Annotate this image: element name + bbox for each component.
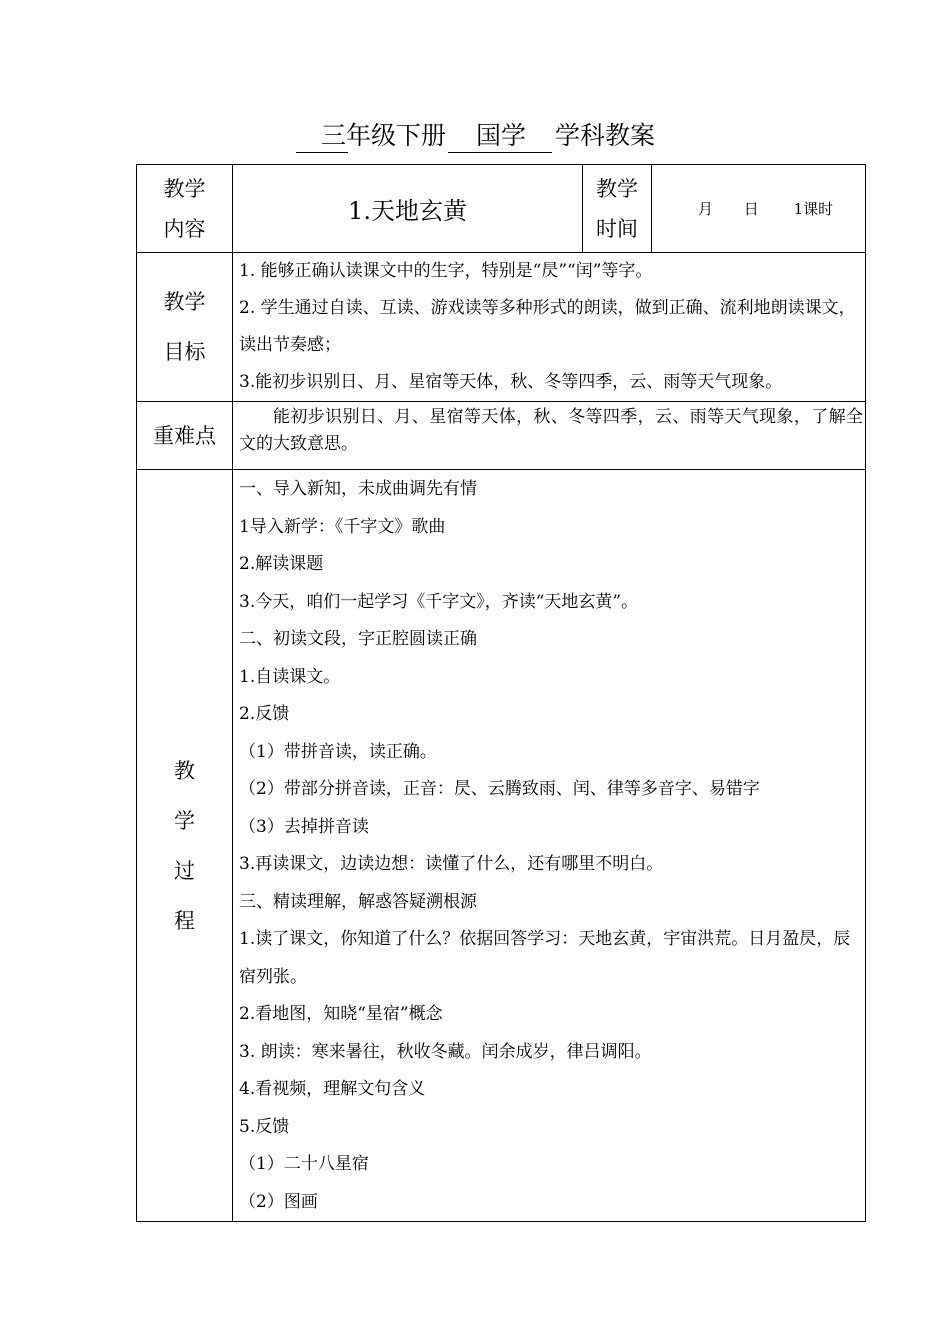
- time-value-cell: [652, 165, 866, 253]
- process-line: 3. 朗读：寒来暑往，秋收冬藏。闰余成岁，律吕调阳。: [239, 1041, 652, 1062]
- process-line: 1.自读课文。: [239, 666, 341, 687]
- content-row: [137, 165, 866, 253]
- process-line: （2）带部分拼音读，正音：昃、云腾致雨、闰、律等多音字、易错字: [239, 779, 760, 799]
- process-label-char: 学: [174, 808, 195, 833]
- lesson-duration: 1课时: [793, 200, 834, 218]
- goals-label-2: 目标: [163, 340, 206, 364]
- process-line: 1导入新学：《千字文》歌曲: [239, 516, 446, 537]
- process-line: 5.反馈: [239, 1116, 290, 1137]
- process-line: 一、导入新知，未成曲调先有情: [239, 479, 477, 499]
- difficulty-text: 能初步识别日、月、星宿等天体，秋、冬等四季，云、雨等天气现象，了解全文的大致意思。: [239, 407, 863, 454]
- process-line: （1）二十八星宿: [239, 1154, 369, 1174]
- title-grade: 三年级下册: [321, 121, 447, 150]
- date-day: 日: [743, 200, 759, 218]
- process-label-char: 程: [174, 908, 195, 933]
- process-line: 4.看视频，理解文句含义: [239, 1079, 426, 1099]
- process-label-char: 教: [174, 758, 195, 783]
- process-line: （2）图画: [239, 1191, 318, 1212]
- date-month: 月: [698, 200, 714, 218]
- goals-content: [233, 253, 866, 402]
- difficulty-content: [233, 402, 866, 470]
- goals-label-cell: [137, 253, 233, 402]
- goal-item: 2. 学生通过自读、互读、游戏读等多种形式的朗读，做到正确、流利地朗读课文，读出节奏感；: [239, 298, 856, 355]
- process-line: 二、初读文段，字正腔圆读正确: [239, 629, 477, 649]
- goal-item: 3.能初步识别日、月、星宿等天体，秋、冬等四季，云、雨等天气现象。: [239, 372, 783, 392]
- process-line: 2.看地图，知晓“星宿”概念: [239, 1004, 443, 1024]
- process-line: 三、精读理解，解惑答疑溯根源: [239, 891, 477, 912]
- process-line: （3）去掉拼音读: [239, 816, 369, 837]
- process-row: [137, 470, 866, 1222]
- content-label-cell: [137, 165, 233, 253]
- goals-label-1: 教学: [163, 290, 206, 314]
- time-label-cell: [583, 165, 652, 253]
- page-title: [0, 116, 950, 156]
- difficulty-label: 重难点: [137, 402, 233, 470]
- process-label-cell: [137, 470, 233, 1222]
- lesson-topic: 1.天地玄黄: [233, 165, 583, 253]
- content-label-2: 内容: [163, 216, 206, 241]
- title-suffix: 学科教案: [555, 121, 656, 150]
- goals-row: [137, 253, 866, 402]
- process-line: （1）带拼音读，读正确。: [239, 741, 437, 762]
- process-line: 3.再读课文，边读边想：读懂了什么，还有哪里不明白。: [239, 854, 664, 874]
- title-subject: 国学: [476, 121, 527, 150]
- process-content: [233, 470, 866, 1222]
- goal-item: 1. 能够正确认读课文中的生字，特别是“昃”“闰”等字。: [239, 261, 653, 281]
- time-label-2: 时间: [596, 216, 638, 241]
- process-line: 2.解读课题: [239, 554, 324, 574]
- process-line: 1.读了课文，你知道了什么？依据回答学习：天地玄黄，宇宙洪荒。日月盈昃，辰宿列张。: [239, 929, 851, 987]
- process-line: 2.反馈: [239, 704, 290, 724]
- content-label-1: 教学: [163, 176, 206, 201]
- lesson-plan-table: [136, 164, 866, 1222]
- time-label-1: 教学: [596, 176, 638, 201]
- process-line: 3.今天，咱们一起学习《千字文》，齐读“天地玄黄”。: [239, 591, 639, 612]
- process-label-char: 过: [174, 858, 195, 883]
- difficulty-row: [137, 402, 866, 470]
